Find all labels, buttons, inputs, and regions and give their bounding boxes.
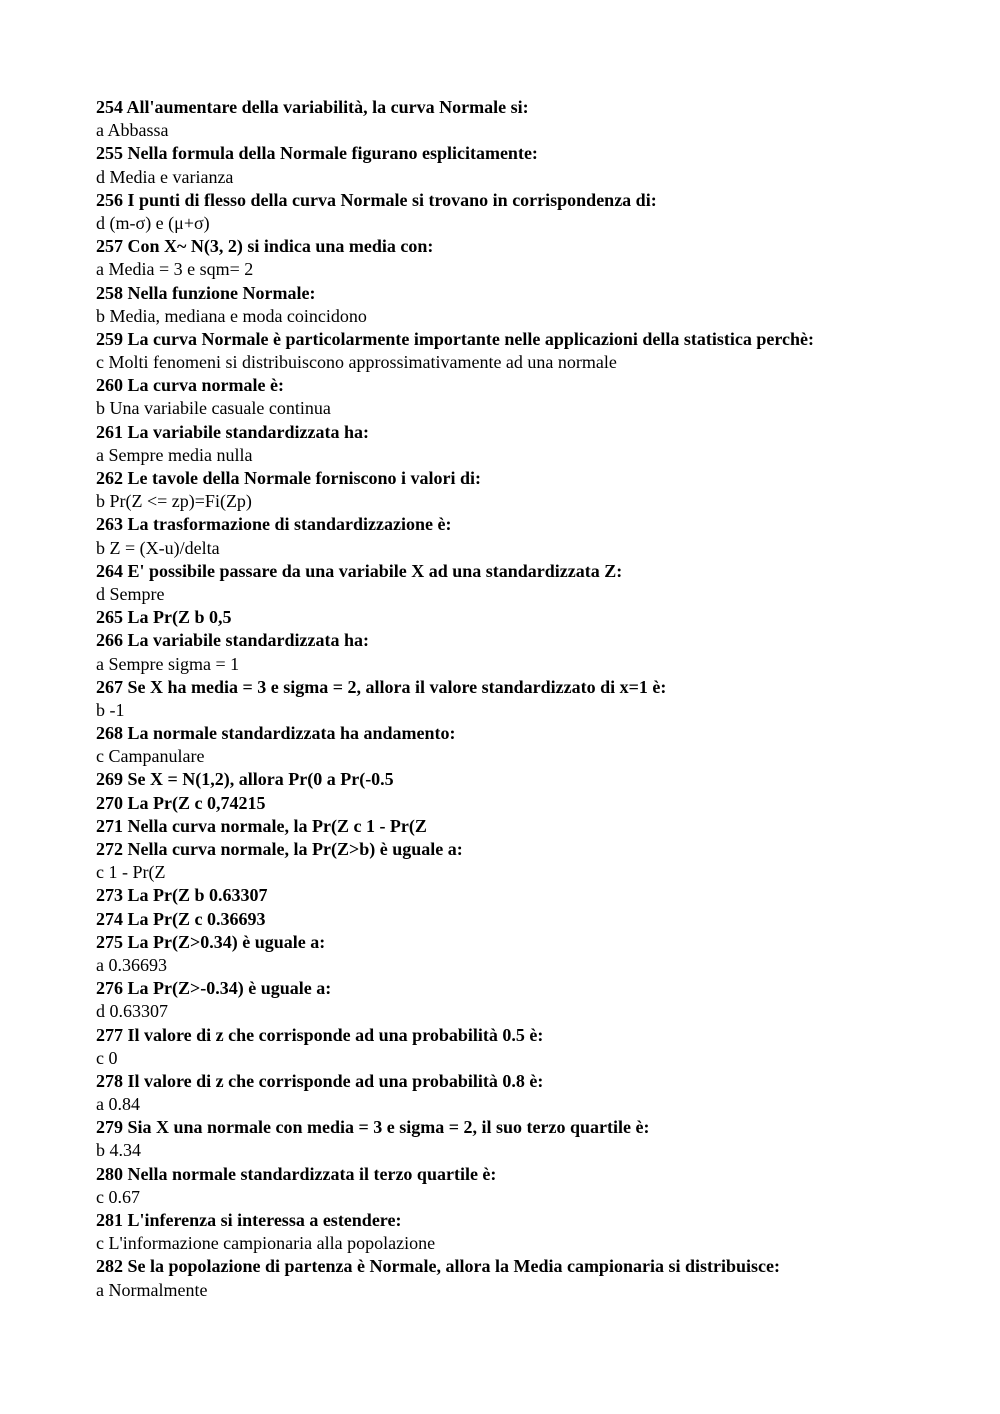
answer-line: b -1 bbox=[96, 699, 125, 720]
question-line: 273 La Pr(Z b 0.63307 bbox=[96, 885, 268, 906]
question-line: 269 Se X = N(1,2), allora Pr(0 a Pr(-0.5 bbox=[96, 769, 394, 790]
question-line: 255 Nella formula della Normale figurano esplicitamente: bbox=[96, 143, 538, 164]
answer-line: a Sempre sigma = 1 bbox=[96, 653, 240, 674]
answer-line: c 0 bbox=[96, 1047, 118, 1068]
question-line: 271 Nella curva normale, la Pr(Z c 1 - Pr(Z bbox=[96, 815, 427, 836]
document-page bbox=[96, 96, 976, 1302]
question-line: 279 Sia X una normale con media = 3 e sigma = 2, il suo terzo quartile è: bbox=[96, 1117, 650, 1138]
answer-line: a Normalmente bbox=[96, 1279, 208, 1300]
question-line: 260 La curva normale è: bbox=[96, 375, 284, 396]
question-line: 276 La Pr(Z>-0.34) è uguale a: bbox=[96, 978, 332, 999]
question-line: 265 La Pr(Z b 0,5 bbox=[96, 607, 232, 628]
question-line: 261 La variabile standardizzata ha: bbox=[96, 421, 369, 442]
answer-line: b 4.34 bbox=[96, 1140, 141, 1161]
question-line: 254 All'aumentare della variabilità, la curva Normale si: bbox=[96, 97, 529, 117]
answer-line: a Abbassa bbox=[96, 120, 169, 141]
answer-line: a 0.84 bbox=[96, 1094, 140, 1115]
answer-line: b Media, mediana e moda coincidono bbox=[96, 305, 367, 326]
answer-line: c L'informazione campionaria alla popolazione bbox=[96, 1233, 436, 1254]
question-line: 262 Le tavole della Normale forniscono i valori di: bbox=[96, 468, 481, 488]
answer-line: a 0.36693 bbox=[96, 954, 167, 975]
question-line: 270 La Pr(Z c 0,74215 bbox=[96, 792, 266, 813]
question-line: 263 La trasformazione di standardizzazione è: bbox=[96, 514, 452, 535]
question-line: 272 Nella curva normale, la Pr(Z>b) è uguale a: bbox=[96, 839, 463, 859]
question-line: 275 La Pr(Z>0.34) è uguale a: bbox=[96, 931, 326, 952]
question-line: 267 Se X ha media = 3 e sigma = 2, allora il valore standardizzato di x=1 è: bbox=[96, 676, 667, 697]
answer-line: c Campanulare bbox=[96, 746, 205, 767]
answer-line: b Pr(Z <= zp)=Fi(Zp) bbox=[96, 491, 252, 512]
question-line: 264 E' possibile passare da una variabile X ad una standardizzata Z: bbox=[96, 560, 623, 581]
answer-line: b Una variabile casuale continua bbox=[96, 398, 331, 419]
question-line: 280 Nella normale standardizzata il terzo quartile è: bbox=[96, 1163, 497, 1184]
answer-line: d Sempre bbox=[96, 583, 165, 604]
question-line: 274 La Pr(Z c 0.36693 bbox=[96, 908, 266, 929]
question-line: 266 La variabile standardizzata ha: bbox=[96, 630, 369, 651]
answer-line: c 1 - Pr(Z bbox=[96, 862, 166, 883]
answer-line: c Molti fenomeni si distribuiscono approssimativamente ad una normale bbox=[96, 352, 617, 373]
answer-line: a Media = 3 e sqm= 2 bbox=[96, 259, 254, 280]
question-line: 258 Nella funzione Normale: bbox=[96, 282, 316, 303]
question-line: 256 I punti di flesso della curva Normale si trovano in corrispondenza di: bbox=[96, 189, 657, 210]
answer-line: c 0.67 bbox=[96, 1186, 140, 1207]
question-line: 282 Se la popolazione di partenza è Normale, allora la Media campionaria si distribuisce: bbox=[96, 1256, 780, 1277]
question-line: 268 La normale standardizzata ha andamento: bbox=[96, 723, 456, 744]
question-line: 278 Il valore di z che corrisponde ad una probabilità 0.8 è: bbox=[96, 1070, 544, 1091]
answer-line: d Media e varianza bbox=[96, 166, 234, 187]
answer-line: a Sempre media nulla bbox=[96, 444, 253, 465]
answer-line: b Z = (X-u)/delta bbox=[96, 537, 220, 558]
answer-line: d (m-σ) e (μ+σ) bbox=[96, 212, 210, 233]
question-line: 259 La curva Normale è particolarmente importante nelle applicazioni della statistica perchè: bbox=[96, 328, 815, 349]
question-line: 281 L'inferenza si interessa a estendere: bbox=[96, 1210, 402, 1230]
question-line: 257 Con X~ N(3, 2) si indica una media con: bbox=[96, 236, 434, 257]
question-line: 277 Il valore di z che corrisponde ad una probabilità 0.5 è: bbox=[96, 1024, 544, 1045]
answer-line: d 0.63307 bbox=[96, 1001, 168, 1022]
